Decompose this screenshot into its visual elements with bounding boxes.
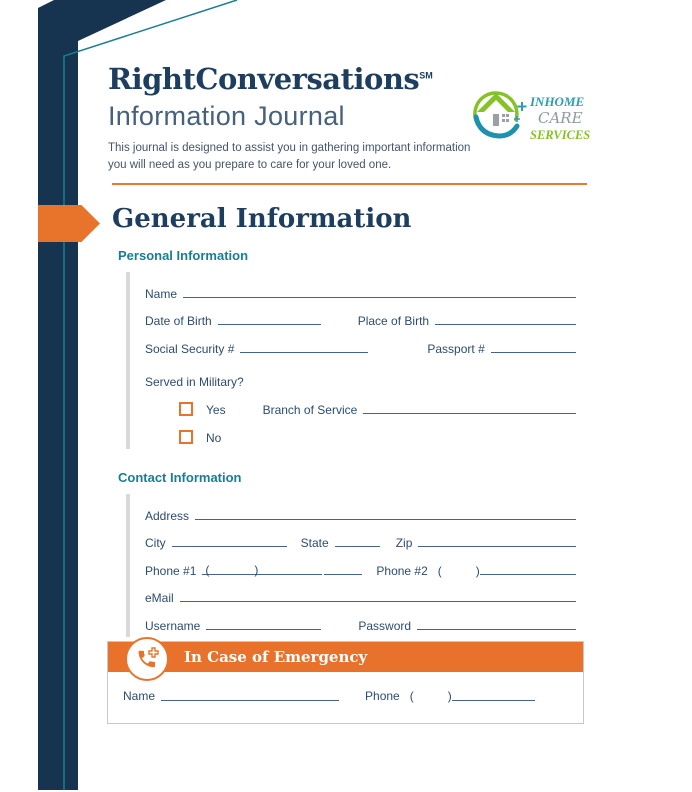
section-title: General Information (112, 204, 412, 234)
phone2-field-line[interactable] (480, 560, 576, 575)
military-question-row (145, 362, 578, 390)
description-line-2: you will need as you prepare to care for your loved one. (108, 158, 392, 171)
emergency-phone-badge (125, 637, 169, 681)
address-row (145, 495, 578, 523)
emergency-heading: In Case of Emergency (184, 648, 368, 666)
email-field-line[interactable] (180, 587, 576, 602)
served-in-military-label: Served in Military? (145, 375, 244, 389)
inhome-care-services-logo (470, 84, 602, 146)
phone1-paren-close: ) (254, 562, 259, 577)
description-line-1: This journal is designed to assist you in gathering important information (108, 142, 471, 154)
logo-plus-sparkle (518, 102, 527, 111)
logo-text-services: SERVICES (530, 128, 591, 142)
state-label: State (300, 536, 329, 550)
password-label: Password (358, 618, 412, 633)
state-field-line[interactable] (335, 532, 380, 547)
username-field-line[interactable] (206, 615, 321, 630)
birth-row (145, 301, 578, 329)
zip-field-line[interactable] (418, 532, 576, 547)
emergency-name-field-line[interactable] (161, 686, 339, 701)
zip-label: Zip (395, 536, 413, 550)
page-title-text: RightConversations (108, 62, 420, 96)
medical-plus-glyph (149, 648, 158, 657)
phone2-paren-close: ) (475, 563, 480, 578)
phone1-field-line2[interactable] (324, 560, 362, 575)
military-yes-row (179, 389, 578, 417)
passport-label: Passport # (427, 341, 485, 356)
email-label: eMail (145, 591, 174, 605)
no-label: No (206, 431, 222, 445)
emergency-box (107, 641, 584, 724)
address-label: Address (145, 508, 190, 523)
city-state-zip-row (145, 523, 578, 551)
place-of-birth-field-line[interactable] (435, 310, 576, 325)
name-field-line[interactable] (183, 283, 576, 298)
personal-information-heading: Personal Information (118, 248, 249, 263)
logo-house-door (493, 114, 499, 126)
email-row (145, 578, 578, 606)
address-field-line[interactable] (195, 505, 576, 520)
date-of-birth-field-line[interactable] (218, 310, 321, 325)
username-label: Username (145, 618, 201, 633)
emergency-paren-open: ( (409, 689, 414, 703)
service-mark: SM (419, 70, 433, 81)
social-security-field-line[interactable] (240, 338, 368, 353)
name-label: Name (145, 286, 178, 301)
credentials-row (145, 605, 578, 633)
ids-row (145, 328, 578, 356)
military-no-row (179, 417, 578, 445)
emergency-fields-row (123, 686, 537, 703)
phone1-label: Phone #1 (145, 563, 197, 578)
phones-row (145, 550, 578, 578)
contact-information-block (126, 494, 578, 637)
page-title (108, 62, 433, 96)
logo-text-care: CARE (538, 109, 583, 127)
phone1-field-line[interactable] (202, 560, 322, 575)
orange-divider (112, 183, 587, 185)
contact-information-heading: Contact Information (118, 470, 242, 485)
passport-field-line[interactable] (491, 338, 576, 353)
emergency-phone-field-line[interactable] (452, 686, 535, 701)
phone2-paren-open: ( (437, 563, 442, 578)
phone-plus-icon (134, 646, 160, 672)
date-of-birth-label: Date of Birth (145, 314, 212, 328)
emergency-phone-label: Phone (365, 689, 400, 703)
phone1-paren-open: ( (205, 562, 210, 577)
branch-of-service-label: Branch of Service (262, 403, 358, 417)
place-of-birth-label: Place of Birth (357, 314, 430, 328)
page-subtitle: Information Journal (108, 101, 345, 131)
yes-label: Yes (206, 403, 226, 417)
page-description (108, 140, 470, 173)
emergency-paren-close: ) (447, 689, 452, 703)
city-label: City (145, 536, 166, 550)
social-security-label: Social Security # (145, 341, 235, 356)
emergency-name-label: Name (123, 689, 156, 703)
yes-checkbox[interactable] (179, 402, 193, 416)
logo-text-inhome: INHOME (530, 94, 585, 109)
phone2-label: Phone #2 (376, 563, 428, 578)
branch-of-service-field-line[interactable] (363, 399, 576, 414)
personal-information-block (126, 272, 578, 449)
no-checkbox[interactable] (179, 430, 193, 444)
name-row (145, 273, 578, 301)
form-content (108, 248, 578, 637)
password-field-line[interactable] (417, 615, 576, 630)
city-field-line[interactable] (172, 532, 287, 547)
